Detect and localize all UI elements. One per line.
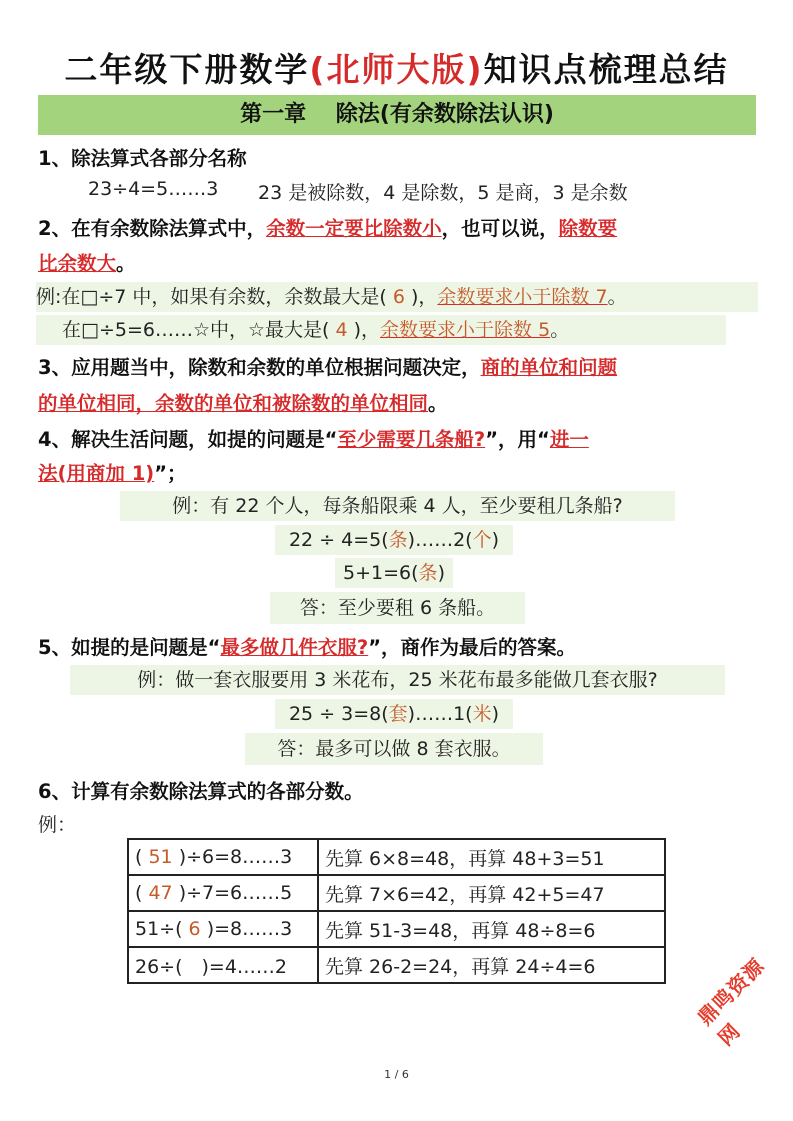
table-cell: 先算 6×8=48，再算 48+3=51 [318,839,665,875]
section-2-example-2: 在□÷5=6……☆中，☆最大是( 4 )，余数要求小于除数 5。 [36,315,726,345]
table-row [128,875,665,911]
table-cell: ( 51 )÷6=8……3 [128,839,318,875]
table-cell: 51÷( 6 )=8……3 [128,911,318,947]
section-5-calc: 25 ÷ 3=8(套)……1(米) [275,699,513,729]
table-cell: 先算 7×6=42，再算 42+5=47 [318,875,665,911]
table-cell: 先算 51-3=48，再算 48÷8=6 [318,911,665,947]
watermark: 鼎鸣资源网 [692,953,770,1051]
section-2-heading: 2、在有余数除法算式中，余数一定要比除数小，也可以说，除数要 [38,217,618,240]
key-point: 最多做几件衣服? [220,636,369,659]
section-4-example: 例：有 22 个人，每条船限乘 4 人，至少要租几条船? [120,491,675,521]
table-row [128,839,665,875]
answer-value: 6 [386,286,411,308]
section-2-heading-cont: 比余数大。 [38,252,136,275]
key-point: 余数一定要比除数小 [266,217,442,240]
section-4-heading-cont: 法(用商加 1)”； [38,462,187,485]
table-row [128,947,665,983]
calc-table [127,838,666,984]
chapter-banner: 第一章 除法(有余数除法认识) [38,95,756,135]
table-row [128,911,665,947]
section-1-formula: 23÷4=5……3 [88,178,219,200]
section-1-heading: 1、除法算式各部分名称 [38,147,247,170]
section-6-heading: 6、计算有余数除法算式的各部分数。 [38,780,364,803]
section-6-example-label: 例： [38,814,77,836]
page-number: 1 / 6 [384,1068,409,1081]
section-4-heading: 4、解决生活问题，如提的问题是“至少需要几条船?”，用“进一 [38,428,589,451]
key-point: 商的单位和问题 [480,356,618,379]
section-5-example: 例：做一套衣服要用 3 米花布，25 米花布最多能做几套衣服? [70,665,725,695]
table-cell: 26÷( )=4……2 [128,947,318,983]
title-text: 二年级下册数学 [64,50,310,89]
section-4-calc-2: 5+1=6(条) [335,558,453,588]
key-point: 除数要 [558,217,618,240]
page-title [0,44,793,91]
section-2-example-1: 例:在□÷7 中，如果有余数，余数最大是( 6 )，余数要求小于除数 7。 [36,282,758,312]
section-4-answer: 答：至少要租 6 条船。 [270,592,525,624]
title-edition: (北师大版) [309,50,484,89]
table-cell: 先算 26-2=24，再算 24÷4=6 [318,947,665,983]
section-5-answer: 答：最多可以做 8 套衣服。 [245,733,543,765]
section-4-calc-1: 22 ÷ 4=5(条)……2(个) [275,525,513,555]
answer-value: 4 [329,319,354,341]
section-3-heading-cont: 的单位相同，余数的单位和被除数的单位相同。 [38,392,448,415]
key-point: 至少需要几条船? [337,428,486,451]
section-3-heading: 3、应用题当中，除数和余数的单位根据问题决定，商的单位和问题 [38,356,618,379]
table-cell: ( 47 )÷7=6……5 [128,875,318,911]
section-5-heading: 5、如提的是问题是“最多做几件衣服?”，商作为最后的答案。 [38,636,577,659]
title-text-end: 知识点梳理总结 [483,50,729,89]
section-1-explain: 23 是被除数，4 是除数，5 是商，3 是余数 [258,182,628,204]
